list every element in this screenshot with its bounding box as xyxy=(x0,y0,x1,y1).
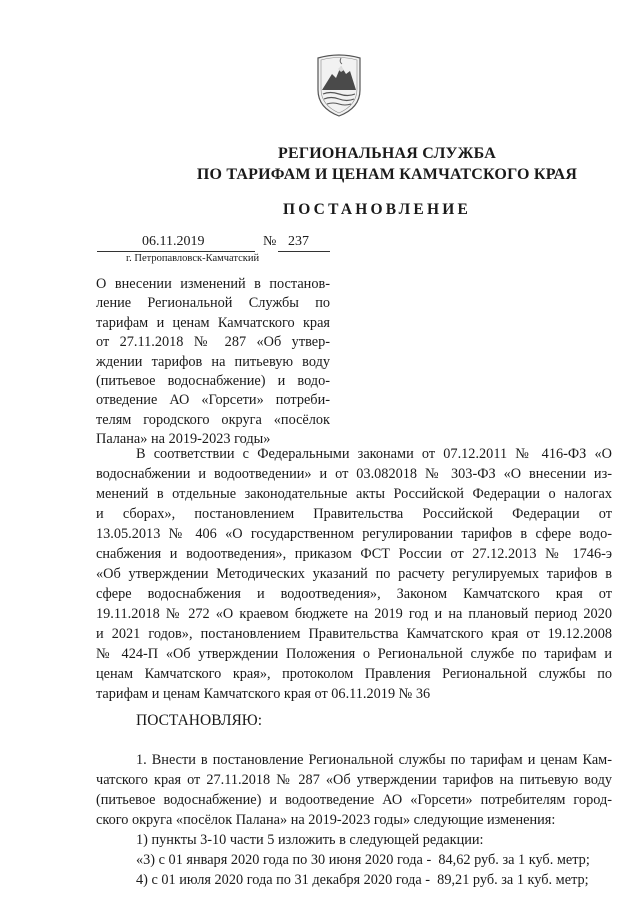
clause-line: 1) пункты 3-10 части 5 изложить в следующей редакции: xyxy=(136,832,484,848)
subject-line: О внесении изменений в постанов- xyxy=(96,276,330,292)
document-date: 06.11.2019 xyxy=(142,234,205,249)
city-name: г. Петропавловск-Камчатский xyxy=(126,253,260,264)
preamble-line: ценам Камчатского края», протоколом Правления Региональной службы по xyxy=(96,666,612,682)
preamble-line: менений в отдельные законодательные акты Российской Федерации о налогах xyxy=(96,486,612,502)
document-number: 237 xyxy=(288,234,309,249)
preamble-line: и 2021 годов», постановлением Правительства Камчатского края от 19.12.2008 xyxy=(96,626,612,642)
clause-line: ского округа «посёлок Палана» на 2019-2023 годы» следующие изменения: xyxy=(96,812,556,828)
subject-line: от 27.11.2018 № 287 «Об утвер- xyxy=(96,334,330,351)
decree-heading: ПОСТАНОВЛЯЮ: xyxy=(136,712,263,729)
preamble-line: «Об утверждении Методических указаний по расчету регулируемых тарифов в xyxy=(96,566,612,582)
subject-line: отведение АО «Горсети» потреби- xyxy=(96,392,330,409)
org-name-line1: РЕГИОНАЛЬНАЯ СЛУЖБА xyxy=(278,145,496,162)
preamble-line: № 424-П «Об утверждении Положения о Региональной службе по тарифам и xyxy=(96,646,612,662)
preamble-line: водоснабжении и водоотведении» и от 03.082018 № 303-ФЗ «О внесении из- xyxy=(96,466,612,482)
clause-line: чатского края от 27.11.2018 № 287 «Об утверждении тарифов на питьевую воду xyxy=(96,772,612,788)
preamble-line: сфере водоснабжения и водоотведения», Законом Камчатского края от xyxy=(96,586,612,602)
clause-line: 4) с 01 июля 2020 года по 31 декабря 2020 года - 89,21 руб. за 1 куб. метр; xyxy=(136,872,589,888)
clause-line: «3) с 01 января 2020 года по 30 июня 2020 года - 84,62 руб. за 1 куб. метр; xyxy=(136,852,590,868)
preamble-line: снабжения и водоотведения», приказом ФСТ России от 27.12.2013 № 1746-э xyxy=(96,546,612,562)
clause-line: 1. Внести в постановление Региональной службы по тарифам и ценам Кам- xyxy=(136,752,612,768)
subject-line: ление Региональной Службы по xyxy=(96,295,330,312)
preamble-line: 19.11.2018 № 272 «О краевом бюджете на 2019 год и на плановый период 2020 xyxy=(96,606,612,622)
clause-line: (питьевое водоснабжение) и водоотведение АО «Горсети» потребителям город- xyxy=(96,792,612,808)
document-type: ПОСТАНОВЛЕНИЕ xyxy=(282,201,472,218)
preamble-line: В соответствии с Федеральными законами от 07.12.2011 № 416-ФЗ «О xyxy=(136,446,612,462)
number-underline xyxy=(278,251,330,252)
subject-line: телям городского округа «посёлок xyxy=(96,411,330,428)
kamchatka-emblem-icon xyxy=(312,50,366,118)
subject-line: тарифам и ценам Камчатского края xyxy=(96,314,330,331)
preamble-line: и сборах», постановлением Правительства Российской Федерации от xyxy=(96,506,612,522)
preamble-line: 13.05.2013 № 406 «О государственном регулировании тарифов в сфере водо- xyxy=(96,526,612,542)
org-name-line2: ПО ТАРИФАМ И ЦЕНАМ КАМЧАТСКОГО КРАЯ xyxy=(196,166,578,183)
subject-line: Палана» на 2019-2023 годы» xyxy=(96,431,271,448)
number-sign: № xyxy=(263,234,277,249)
subject-line: (питьевое водоснабжение) и водо- xyxy=(96,373,330,390)
subject-line: ждении тарифов на питьевую воду xyxy=(96,353,330,370)
date-underline xyxy=(97,251,255,252)
preamble-line: тарифам и ценам Камчатского края от 06.11.2019 № 36 xyxy=(96,686,431,702)
subject-block xyxy=(96,275,330,450)
